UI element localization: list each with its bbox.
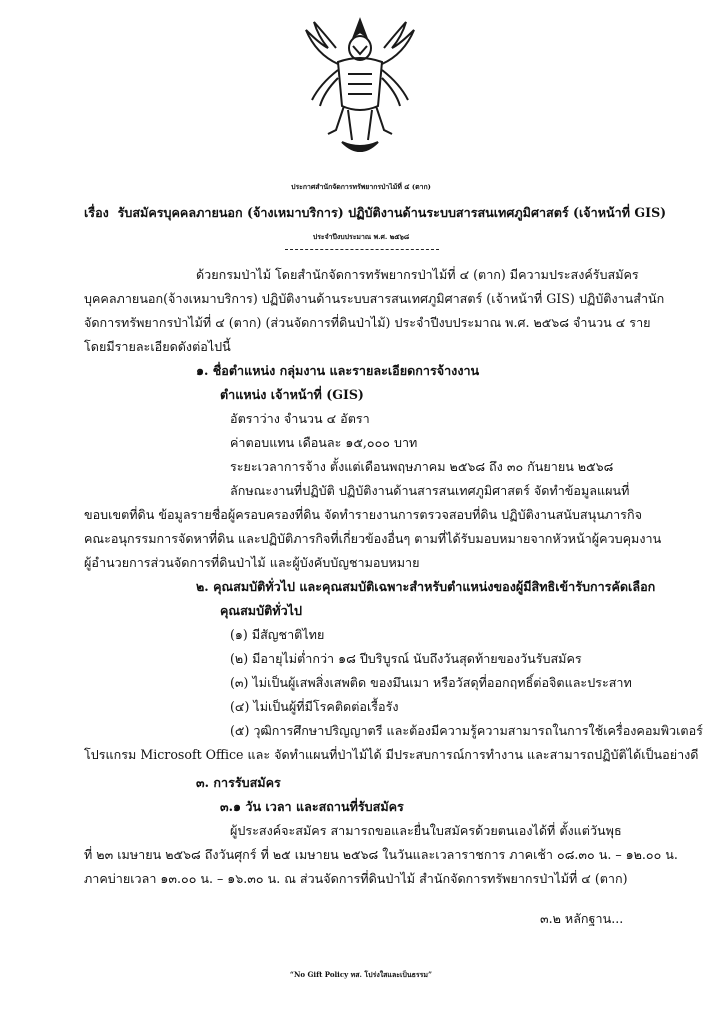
continued-marker: ๓.๒ หลักฐาน... [540, 911, 624, 926]
duties-line: ลักษณะงานที่ปฏิบัติ ปฏิบัติงานด้านสารสนเทศภูมิศาสตร์ จัดทำข้อมูลแผนที่ [230, 483, 630, 498]
qualification-item: (๓) ไม่เป็นผู้เสพสิ่งเสพติด ของมึนเมา หรือวัสดุที่ออกฤทธิ์ต่อจิตและประสาท [230, 675, 632, 690]
duties-line: ขอบเขตที่ดิน ข้อมูลรายชื่อผู้ครอบครองที่ดิน จัดทำรายงานการตรวจสอบที่ดิน ปฏิบัติงานสนับสนุนภารกิจ [84, 507, 642, 522]
application-line: ภาคบ่ายเวลา ๑๓.๐๐ น. – ๑๖.๓๐ น. ณ ส่วนจัดการที่ดินป่าไม้ สำนักจัดการทรัพยากรป่าไม้ที่ ๔ (ตาก) [84, 871, 628, 886]
qualification-item: (๒) มีอายุไม่ต่ำกว่า ๑๘ ปีบริบูรณ์ นับถึงวันสุดท้ายของวันรับสมัคร [230, 651, 582, 666]
intro-line: บุคคลภายนอก(จ้างเหมาบริการ) ปฏิบัติงานด้านระบบสารสนเทศภูมิศาสตร์ (เจ้าหน้าที่ GIS) ปฏิบัติงานสำนัก [84, 291, 665, 306]
qualification-item: (๑) มีสัญชาติไทย [230, 627, 325, 642]
no-gift-policy: “No Gift Policy ทส. โปร่งใสและเป็นธรรม” [289, 970, 433, 979]
section2-heading: ๒. คุณสมบัติทั่วไป และคุณสมบัติเฉพาะสำหรับตำแหน่งของผู้มีสิทธิเข้ารับการคัดเลือก [196, 579, 656, 594]
vacancy-count: อัตราว่าง จำนวน ๔ อัตรา [230, 411, 370, 426]
subject-label: เรื่อง [84, 205, 109, 220]
page-title: ประกาศสำนักจัดการทรัพยากรป่าไม้ที่ ๔ (ตาก) [291, 183, 431, 191]
application-line: ที่ ๒๓ เมษายน ๒๕๖๘ ถึงวันศุกร์ ที่ ๒๕ เมษายน ๒๕๖๘ ในวันและเวลาราชการ ภาคเช้า ๐๘.๓๐ น. – ๑๒.๐๐ น. [84, 847, 678, 862]
qualification-item: (๕) วุฒิการศึกษาปริญญาตรี และต้องมีความรู้ความสามารถในการใช้เครื่องคอมพิวเตอร์ [230, 723, 703, 738]
section3-heading: ๓. การรับสมัคร [196, 775, 281, 790]
intro-line: จัดการทรัพยากรป่าไม้ที่ ๔ (ตาก) (ส่วนจัดการที่ดินป่าไม้) ประจำปีงบประมาณ พ.ศ. ๒๕๖๘ จำนวน ๔ ราย [84, 315, 651, 330]
intro-line: โดยมีรายละเอียดดังต่อไปนี้ [84, 339, 231, 354]
garuda-emblem-icon [298, 14, 422, 164]
qualification-item-continued: โปรแกรม Microsoft Office และ จัดทำแผนที่ป่าไม้ได้ มีประสบการณ์การทำงาน และสามารถปฏิบัติได้เป็นอย่างดี [84, 747, 699, 762]
qualification-item: (๔) ไม่เป็นผู้ที่มีโรคติดต่อเรื้อรัง [230, 699, 399, 714]
employment-period: ระยะเวลาการจ้าง ตั้งแต่เดือนพฤษภาคม ๒๕๖๘ ถึง ๓๐ กันยายน ๒๕๖๘ [230, 459, 614, 474]
title-divider [285, 249, 439, 250]
section3-subheading: ๓.๑ วัน เวลา และสถานที่รับสมัคร [220, 799, 404, 814]
subject-line [84, 204, 666, 222]
duties-line: ผู้อำนวยการส่วนจัดการที่ดินป่าไม้ และผู้บังคับบัญชามอบหมาย [84, 555, 420, 570]
intro-line: ด้วยกรมป่าไม้ โดยสำนักจัดการทรัพยากรป่าไม้ที่ ๔ (ตาก) มีความประสงค์รับสมัคร [196, 267, 639, 282]
position-title: ตำแหน่ง เจ้าหน้าที่ (GIS) [220, 387, 364, 402]
duties-line: คณะอนุกรรมการจัดหาที่ดิน และปฏิบัติภารกิจที่เกี่ยวข้องอื่นๆ ตามที่ได้รับมอบหมายจากหัวหน้าผู้ควบคุมงาน [84, 531, 662, 546]
application-line: ผู้ประสงค์จะสมัคร สามารถขอและยื่นใบสมัครด้วยตนเองได้ที่ ตั้งแต่วันพุธ [230, 823, 622, 838]
section1-heading: ๑. ชื่อตำแหน่ง กลุ่มงาน และรายละเอียดการจ้างงาน [196, 363, 480, 378]
pay-rate: ค่าตอบแทน เดือนละ ๑๕,๐๐๐ บาท [230, 435, 418, 450]
section2-subheading: คุณสมบัติทั่วไป [220, 603, 302, 618]
subject-text: รับสมัครบุคคลภายนอก (จ้างเหมาบริการ) ปฏิบัติงานด้านระบบสารสนเทศภูมิศาสตร์ (เจ้าหน้าที่ GIS) [117, 205, 667, 220]
fiscal-year: ประจำปีงบประมาณ พ.ศ. ๒๕๖๘ [312, 233, 410, 241]
